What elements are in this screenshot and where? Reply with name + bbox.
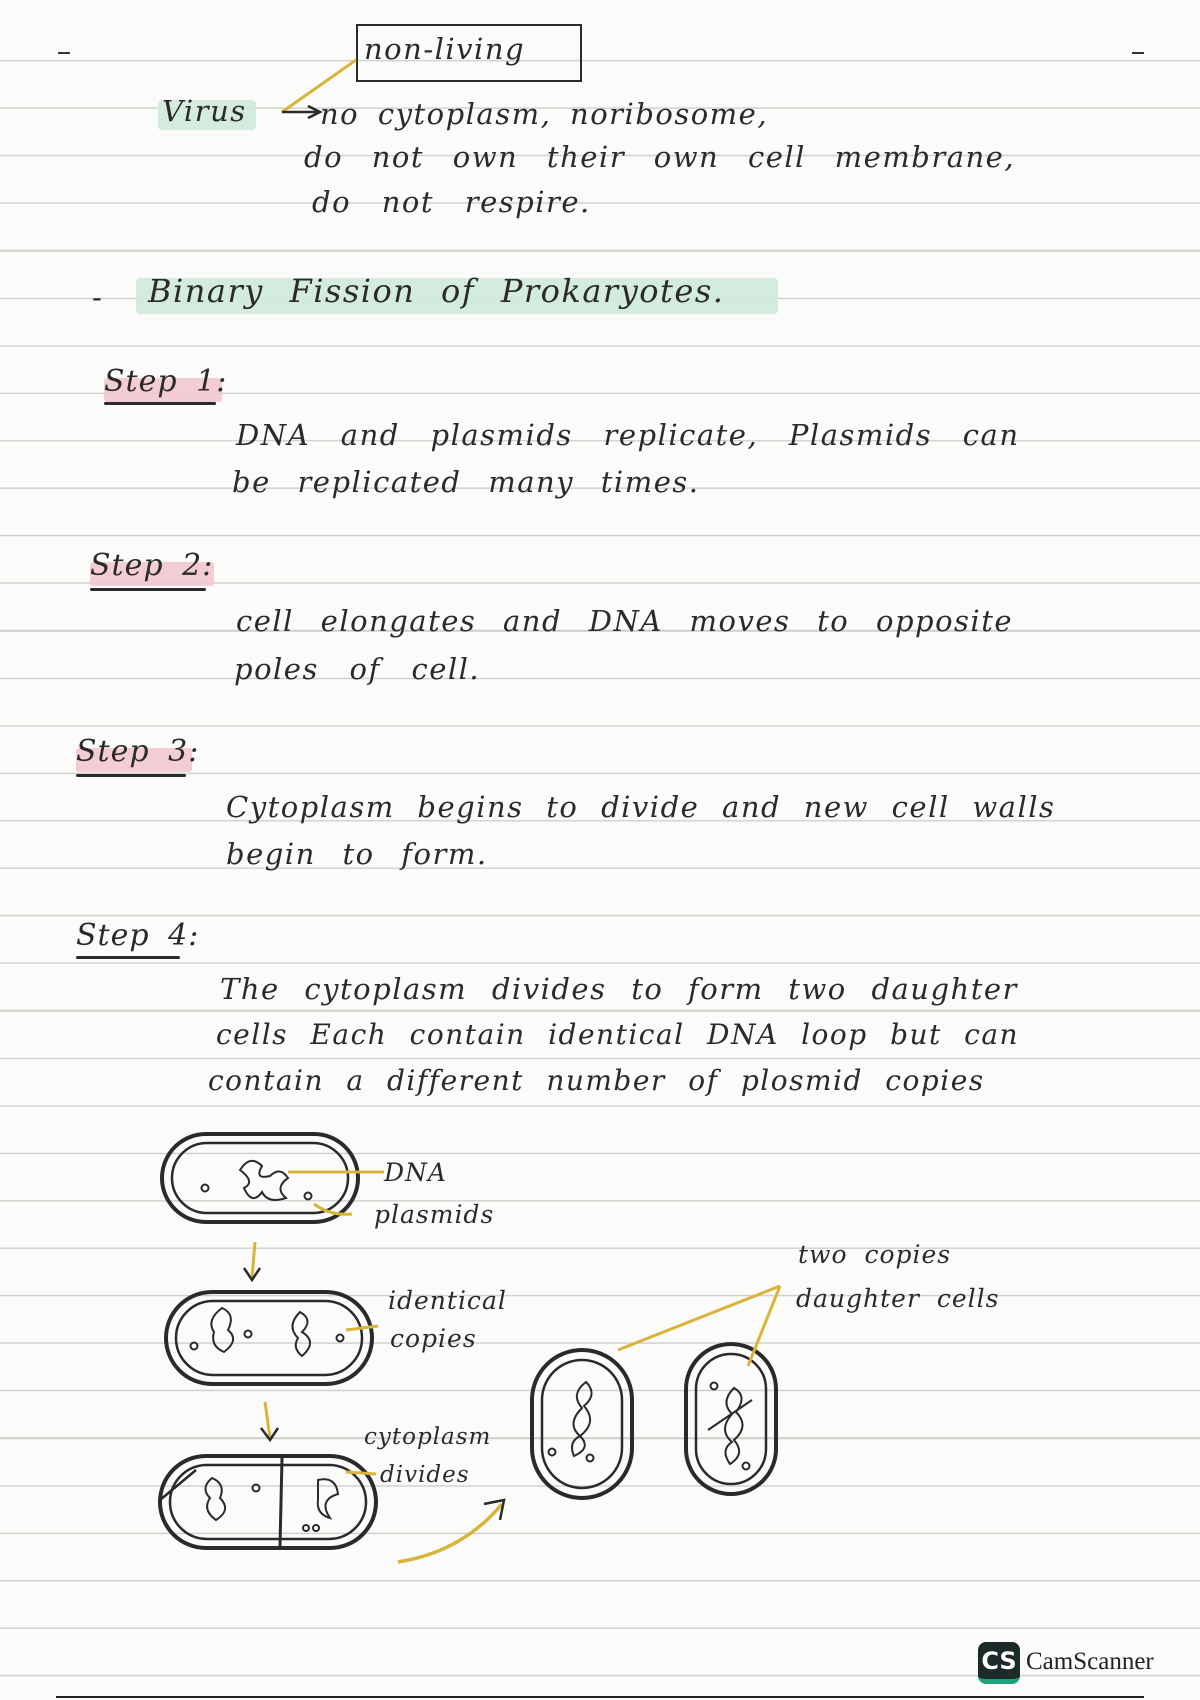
cell2-dna-left (211, 1308, 233, 1352)
step3-label: Step 3: (76, 734, 200, 769)
step2-line-2: poles of cell. (234, 652, 481, 686)
cell-2 (166, 1292, 372, 1384)
step1-line-2: be replicated many times. (232, 465, 700, 499)
label-divides: divides (380, 1462, 470, 1488)
step3-line-2: begin to form. (226, 837, 488, 871)
virus-to-box-arrow (282, 60, 356, 112)
cell-3 (160, 1456, 376, 1548)
bottom-rule (56, 1696, 1144, 1698)
label-identical: identical (388, 1286, 507, 1315)
label-dna: DNA (384, 1158, 447, 1187)
step1-line-1: DNA and plasmids replicate, Plasmids can (236, 418, 1020, 452)
label-daughter-cells: daughter cells (796, 1284, 1000, 1313)
step4-line-2: cells Each contain identical DNA loop but can (216, 1018, 1020, 1051)
cell1-dna (240, 1161, 288, 1200)
camscanner-brand: CamScanner (1026, 1648, 1154, 1675)
daughter-cell-left (532, 1350, 632, 1498)
step2-line-1: cell elongates and DNA moves to opposite (236, 604, 1014, 638)
step4-line-3: contain a different number of plosmid copies (208, 1064, 985, 1097)
step2-label: Step 2: (90, 548, 214, 583)
non-living-note: non-living (364, 32, 526, 66)
down-arrow-1 (252, 1242, 255, 1278)
daughter-cell-right (686, 1344, 776, 1494)
virus-line-2: do not own their own cell membrane, (304, 140, 1016, 174)
step4-label: Step 4: (76, 918, 200, 953)
virus-line-3: do not respire. (312, 185, 591, 219)
step4-line-1: The cytoplasm divides to form two daughter (220, 972, 1018, 1006)
dividing-wall (280, 1458, 282, 1546)
to-daughters-arrow (398, 1504, 502, 1562)
label-cytoplasm: cytoplasm (364, 1424, 492, 1450)
label-copies: copies (390, 1324, 477, 1353)
step1-label: Step 1: (104, 364, 228, 399)
cytoplasm-pointer (346, 1472, 376, 1474)
cell1-plasmid (202, 1185, 209, 1192)
label-plasmids: plasmids (374, 1200, 495, 1229)
cell2-dna-right (292, 1312, 310, 1356)
heading-dash: - (92, 280, 104, 314)
virus-label: Virus (162, 94, 247, 128)
virus-line-1: no cytoplasm, noribosome, (320, 97, 769, 131)
label-two-copies: two copies (798, 1240, 952, 1269)
camscanner-logo-icon: CS (978, 1642, 1020, 1684)
heading-title: Binary Fission of Prokaryotes. (148, 272, 725, 310)
cell-1 (162, 1134, 358, 1222)
daughter-pointer-left (618, 1286, 780, 1350)
step3-line-1: Cytoplasm begins to divide and new cell walls (226, 790, 1056, 824)
